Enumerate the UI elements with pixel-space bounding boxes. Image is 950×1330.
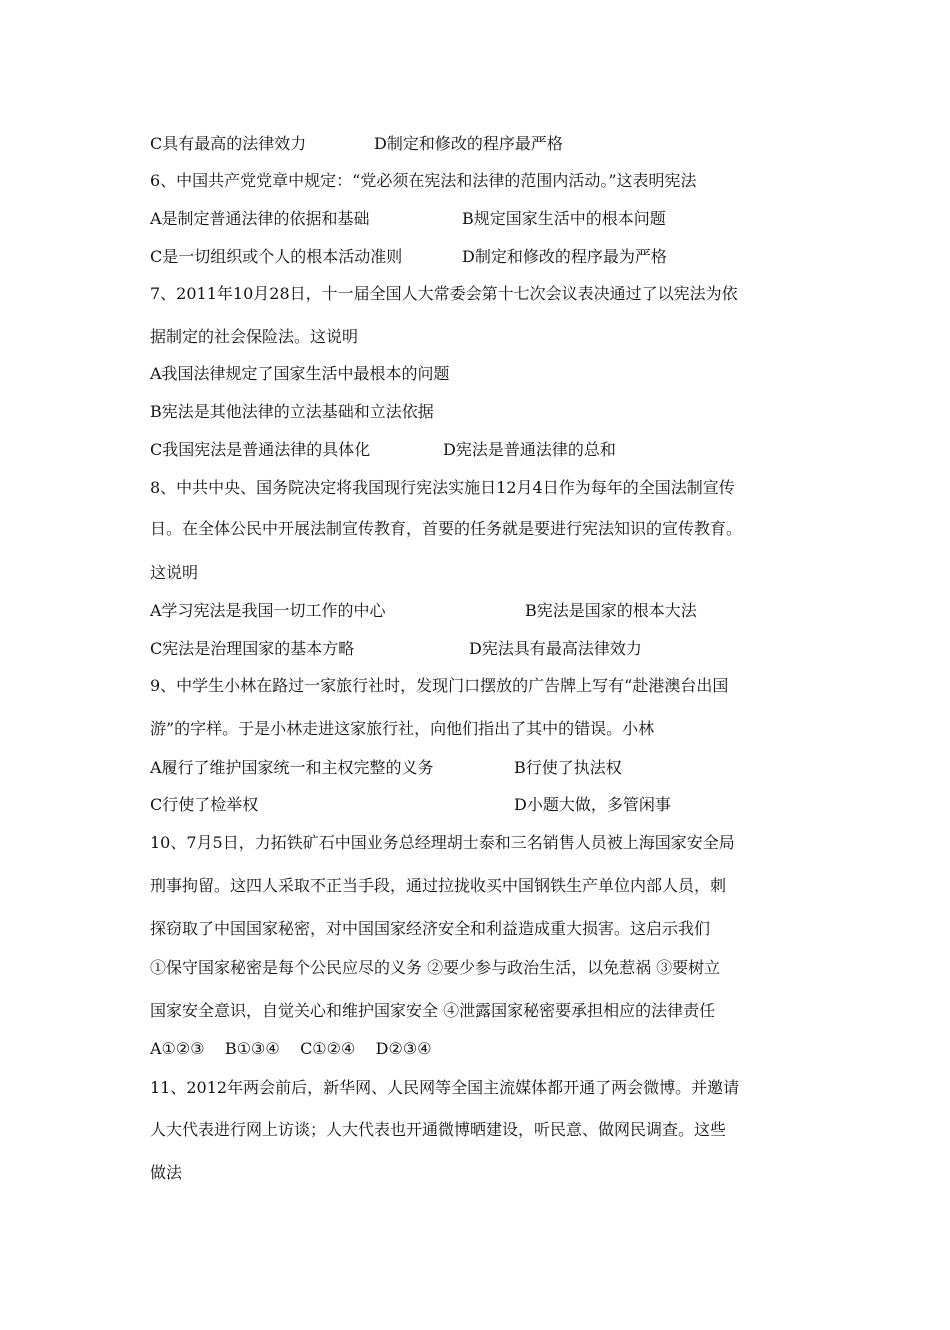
q9-option-c: C行使了检举权 <box>150 795 259 814</box>
q7-stem-line-2: 据制定的社会保险法。这说明 <box>150 327 359 346</box>
q9-option-b: B行使了执法权 <box>514 758 622 777</box>
q8-option-b: B宪法是国家的根本大法 <box>525 601 697 620</box>
q9-stem-line-1: 9、中学生小林在路过一家旅行社时，发现门口摆放的广告牌上写有“赴港澳台出国 <box>150 676 729 695</box>
q6-option-b: B规定国家生活中的根本问题 <box>462 209 666 228</box>
q10-stem-line-2: 刑事拘留。这四人采取不正当手段，通过拉拢收买中国钢铁生产单位内部人员，刺 <box>150 876 727 895</box>
q10-stem-line-3: 探窃取了中国国家秘密，对中国国家经济安全和利益造成重大损害。这启示我们 <box>150 919 711 938</box>
q8-option-a: A学习宪法是我国一切工作的中心 <box>150 601 386 620</box>
q7-option-b: B宪法是其他法律的立法基础和立法依据 <box>150 402 434 421</box>
q5-option-d: D制定和修改的程序最严格 <box>374 134 563 153</box>
q11-stem-line-1: 11、2012年两会前后，新华网、人民网等全国主流媒体都开通了两会微博。并邀请 <box>150 1078 740 1097</box>
q8-option-d: D宪法具有最高法律效力 <box>469 639 642 658</box>
q8-stem-line-2: 日。在全体公民中开展法制宣传教育，首要的任务就是要进行宪法知识的宣传教育。 <box>150 519 743 538</box>
q11-stem-line-2: 人大代表进行网上访谈；人大代表也开通微博晒建设，听民意、做网民调查。这些 <box>150 1120 727 1139</box>
q8-stem-line-3: 这说明 <box>150 563 199 582</box>
q6-option-a: A是制定普通法律的依据和基础 <box>150 209 370 228</box>
q6-option-d: D制定和修改的程序最为严格 <box>462 247 667 266</box>
q5-option-c: C具有最高的法律效力 <box>150 134 307 153</box>
q10-options: A①②③ B①③④ C①②④ D②③④ <box>150 1039 432 1058</box>
q7-option-a: A我国法律规定了国家生活中最根本的问题 <box>150 364 450 383</box>
q9-option-a: A履行了维护国家统一和主权完整的义务 <box>150 758 434 777</box>
q10-statements-line-1: ①保守国家秘密是每个公民应尽的义务 ②要少参与政治生活，以免惹祸 ③要树立 <box>150 958 721 977</box>
q6-option-c: C是一切组织或个人的根本活动准则 <box>150 247 403 266</box>
q7-option-c: C我国宪法是普通法律的具体化 <box>150 440 371 459</box>
q8-option-c: C宪法是治理国家的基本方略 <box>150 639 355 658</box>
q8-stem-line-1: 8、中共中央、国务院决定将我国现行宪法实施日12月4日作为每年的全国法制宣传 <box>150 478 735 497</box>
q10-stem-line-1: 10、7月5日，力拓铁矿石中国业务总经理胡士泰和三名销售人员被上海国家安全局 <box>150 833 735 852</box>
q7-option-d: D宪法是普通法律的总和 <box>443 440 616 459</box>
q6-stem: 6、中国共产党党章中规定：“党必须在宪法和法律的范围内活动。”这表明宪法 <box>150 171 697 190</box>
q11-stem-line-3: 做法 <box>150 1163 183 1182</box>
q9-option-d: D小题大做，多管闲事 <box>514 795 671 814</box>
q10-statements-line-2: 国家安全意识，自觉关心和维护国家安全 ④泄露国家秘密要承担相应的法律责任 <box>150 1001 716 1020</box>
q7-stem-line-1: 7、2011年10月28日，十一届全国人大常委会第十七次会议表决通过了以宪法为依 <box>150 284 738 303</box>
q9-stem-line-2: 游”的字样。于是小林走进这家旅行社，向他们指出了其中的错误。小林 <box>150 719 655 738</box>
